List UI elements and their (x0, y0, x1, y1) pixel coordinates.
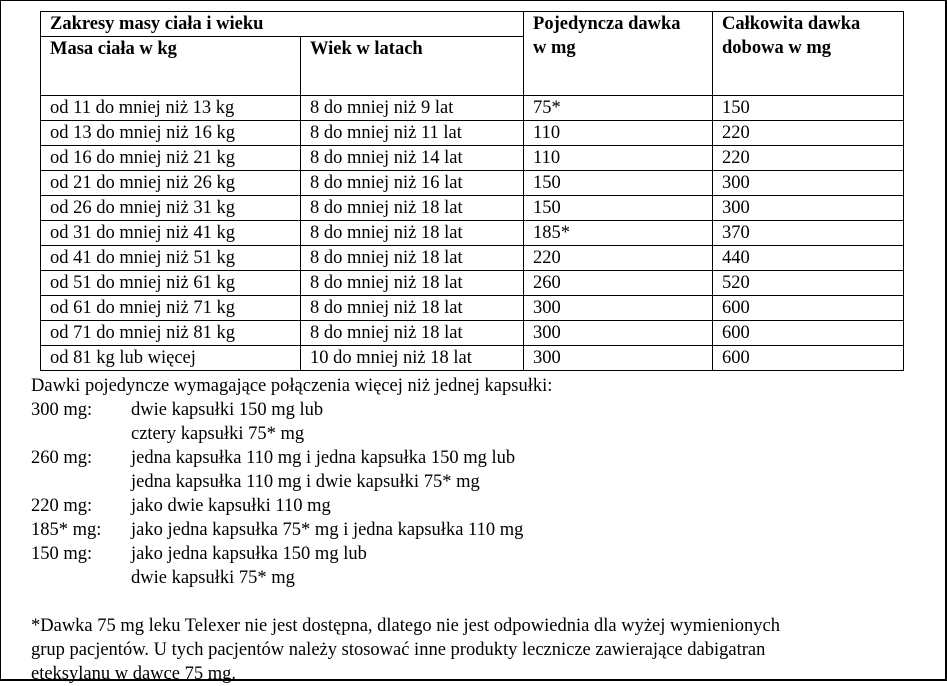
dose-combination-line (31, 566, 921, 590)
mass-cell: od 81 kg lub więcej (41, 346, 301, 371)
single-dose-cell: 300 (524, 346, 713, 371)
total-dose-header (713, 12, 904, 96)
table-row (41, 271, 904, 296)
age-cell: 8 do mniej niż 9 lat (301, 96, 524, 121)
dose-label-spacer (31, 422, 131, 446)
table-row (41, 221, 904, 246)
mass-cell: od 16 do mniej niż 21 kg (41, 146, 301, 171)
single-dose-cell: 185* (524, 221, 713, 246)
dose-combination-line (31, 494, 921, 518)
mass-cell: od 71 do mniej niż 81 kg (41, 321, 301, 346)
single-dose-cell: 110 (524, 146, 713, 171)
dose-combination-text: jedna kapsułka 110 mg i jedna kapsułka 150 mg lub (131, 448, 516, 468)
age-cell: 8 do mniej niż 18 lat (301, 246, 524, 271)
notes-intro: Dawki pojedyncze wymagające połączenia więcej niż jednej kapsułki: (31, 376, 553, 396)
mass-cell: od 21 do mniej niż 26 kg (41, 171, 301, 196)
dose-combination-line (31, 518, 921, 542)
single-dose-cell: 300 (524, 321, 713, 346)
dose-label: 260 mg: (31, 448, 93, 468)
total-dose-cell: 600 (713, 321, 904, 346)
single-dose-cell: 150 (524, 171, 713, 196)
table-row (41, 296, 904, 321)
single-dose-header-line1: Pojedyncza dawka (533, 14, 681, 34)
total-dose-cell: 300 (713, 196, 904, 221)
dose-label: 220 mg: (31, 496, 93, 516)
notes-items (31, 398, 921, 590)
dose-label: 185* mg: (31, 520, 102, 540)
single-dose-cell: 260 (524, 271, 713, 296)
mass-header: Masa ciała w kg (41, 37, 301, 96)
age-cell: 8 do mniej niż 14 lat (301, 146, 524, 171)
dose-label: 150 mg: (31, 544, 93, 564)
table-row (41, 121, 904, 146)
single-dose-cell: 75* (524, 96, 713, 121)
dose-label: 300 mg: (31, 400, 93, 420)
dosage-table (40, 11, 904, 371)
dose-combination-text: jedna kapsułka 110 mg i dwie kapsułki 75* mg (131, 472, 480, 492)
dose-combination-text: jako jedna kapsułka 75* mg i jedna kapsułka 110 mg (131, 520, 524, 540)
footnote-line-3: eteksylanu w dawce 75 mg. (31, 664, 236, 684)
dose-combination-text: jako dwie kapsułki 110 mg (131, 496, 331, 516)
footnote-line-1: *Dawka 75 mg leku Telexer nie jest dostępna, dlatego nie jest odpowiednia dla wyżej wymienionych (31, 616, 780, 636)
age-cell: 8 do mniej niż 18 lat (301, 196, 524, 221)
single-dose-cell: 150 (524, 196, 713, 221)
total-dose-cell: 220 (713, 146, 904, 171)
table-row (41, 246, 904, 271)
mass-cell: od 13 do mniej niż 16 kg (41, 121, 301, 146)
footnote-line-2: grup pacjentów. U tych pacjentów należy stosować inne produkty lecznicze zawierające dabigatran (31, 640, 766, 660)
dose-combination-line (31, 422, 921, 446)
dose-label-spacer (31, 470, 131, 494)
dose-combination-text: jako jedna kapsułka 150 mg lub (131, 544, 367, 564)
notes-section (31, 374, 921, 686)
age-cell: 8 do mniej niż 16 lat (301, 171, 524, 196)
dose-combination-line (31, 470, 921, 494)
total-dose-cell: 440 (713, 246, 904, 271)
single-dose-cell: 110 (524, 121, 713, 146)
table-row (41, 171, 904, 196)
age-header: Wiek w latach (301, 37, 524, 96)
dose-combination-line (31, 398, 921, 422)
group-header: Zakresy masy ciała i wieku (41, 12, 524, 37)
dose-combination-text: cztery kapsułki 75* mg (131, 424, 305, 444)
dose-combination-text: dwie kapsułki 150 mg lub (131, 400, 324, 420)
age-cell: 8 do mniej niż 18 lat (301, 296, 524, 321)
total-dose-cell: 520 (713, 271, 904, 296)
age-cell: 8 do mniej niż 18 lat (301, 321, 524, 346)
table-row (41, 346, 904, 371)
table-row (41, 146, 904, 171)
dose-combination-line (31, 542, 921, 566)
age-cell: 8 do mniej niż 18 lat (301, 271, 524, 296)
single-dose-header (524, 12, 713, 96)
total-dose-header-line2: dobowa w mg (722, 38, 831, 58)
age-cell: 8 do mniej niż 11 lat (301, 121, 524, 146)
header-row-1 (41, 12, 904, 37)
table-row (41, 196, 904, 221)
dose-combination-text: dwie kapsułki 75* mg (131, 568, 295, 588)
total-dose-header-line1: Całkowita dawka (722, 14, 861, 34)
dose-label-spacer (31, 566, 131, 590)
mass-cell: od 26 do mniej niż 31 kg (41, 196, 301, 221)
table-row (41, 321, 904, 346)
table-row (41, 96, 904, 121)
mass-cell: od 51 do mniej niż 61 kg (41, 271, 301, 296)
age-cell: 8 do mniej niż 18 lat (301, 221, 524, 246)
single-dose-cell: 300 (524, 296, 713, 321)
single-dose-header-line2: w mg (533, 38, 576, 58)
total-dose-cell: 370 (713, 221, 904, 246)
total-dose-cell: 220 (713, 121, 904, 146)
single-dose-cell: 220 (524, 246, 713, 271)
footnote (31, 614, 921, 686)
mass-cell: od 31 do mniej niż 41 kg (41, 221, 301, 246)
total-dose-cell: 150 (713, 96, 904, 121)
dose-combination-line (31, 446, 921, 470)
age-cell: 10 do mniej niż 18 lat (301, 346, 524, 371)
mass-cell: od 61 do mniej niż 71 kg (41, 296, 301, 321)
total-dose-cell: 600 (713, 346, 904, 371)
mass-cell: od 41 do mniej niż 51 kg (41, 246, 301, 271)
total-dose-cell: 600 (713, 296, 904, 321)
mass-cell: od 11 do mniej niż 13 kg (41, 96, 301, 121)
total-dose-cell: 300 (713, 171, 904, 196)
